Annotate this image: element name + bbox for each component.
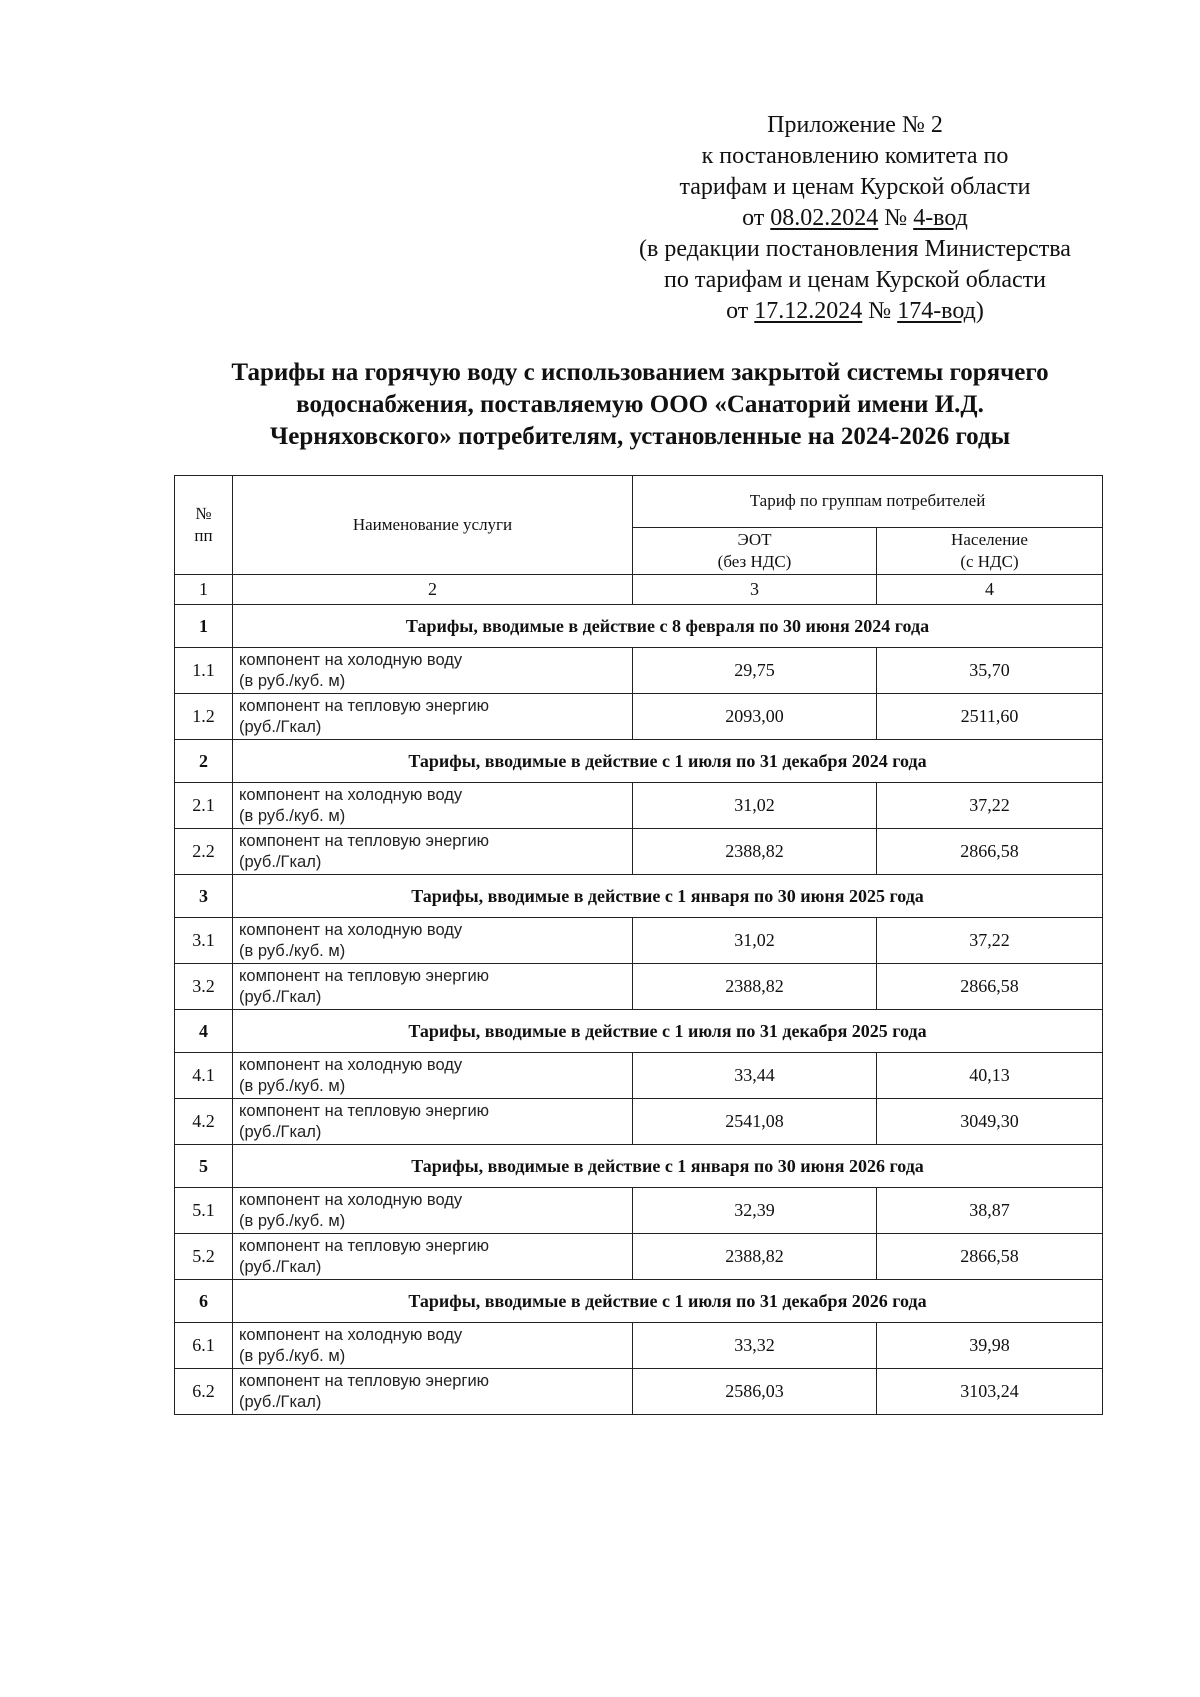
- table-row: [175, 1053, 1103, 1099]
- population-value: 40,13: [877, 1053, 1103, 1099]
- col-header-eot: [633, 527, 877, 574]
- eot-value: 2586,03: [633, 1369, 877, 1415]
- appendix-header: [595, 110, 1115, 327]
- service-name: [233, 1369, 633, 1415]
- service-name: [233, 1053, 633, 1099]
- table-header-row: [175, 476, 1103, 528]
- population-value: 38,87: [877, 1188, 1103, 1234]
- col-header-eot-line: (без НДС): [717, 551, 792, 571]
- service-name-line: компонент на тепловую энергию: [239, 1101, 490, 1120]
- col-header-population-line: (с НДС): [960, 551, 1019, 571]
- column-number: 3: [633, 575, 877, 605]
- section-row: [175, 1010, 1103, 1053]
- table-row: [175, 1234, 1103, 1280]
- row-number: 2.2: [175, 829, 233, 875]
- appendix-ref-line: тарифам и ценам Курской области: [679, 174, 1031, 200]
- population-value: 3103,24: [877, 1369, 1103, 1415]
- service-name-line: компонент на холодную воду: [239, 650, 463, 669]
- col-header-number-line: пп: [194, 526, 213, 545]
- table-row: [175, 648, 1103, 694]
- section-number: 6: [175, 1280, 233, 1323]
- col-header-population-line: Население: [951, 529, 1028, 549]
- eot-value: 29,75: [633, 648, 877, 694]
- table-row: [175, 1099, 1103, 1145]
- table-row: [175, 1188, 1103, 1234]
- edition-prefix: от: [726, 298, 755, 324]
- decree-ref: [595, 203, 1115, 234]
- eot-value: 2541,08: [633, 1099, 877, 1145]
- row-number: 4.2: [175, 1099, 233, 1145]
- service-unit: (руб./Гкал): [239, 717, 322, 736]
- row-number: 6.1: [175, 1323, 233, 1369]
- eot-value: 31,02: [633, 918, 877, 964]
- table-row: [175, 694, 1103, 740]
- col-header-number-line: №: [195, 504, 212, 523]
- section-row: [175, 605, 1103, 648]
- service-unit: (руб./Гкал): [239, 987, 322, 1006]
- service-unit: (в руб./куб. м): [239, 1346, 346, 1365]
- service-name: [233, 1323, 633, 1369]
- row-number: 1.2: [175, 694, 233, 740]
- section-row: [175, 740, 1103, 783]
- decree-number-sign: №: [878, 205, 914, 231]
- service-name: [233, 918, 633, 964]
- decree-number: 4-вод: [913, 205, 968, 231]
- table-row: [175, 783, 1103, 829]
- row-number: 4.1: [175, 1053, 233, 1099]
- population-value: 2866,58: [877, 829, 1103, 875]
- population-value: 2866,58: [877, 964, 1103, 1010]
- edition-ref-line: (в редакции постановления Министерства: [639, 236, 1071, 262]
- section-title: Тарифы, вводимые в действие с 1 января по 30 июня 2026 года: [233, 1145, 1103, 1188]
- row-number: 1.1: [175, 648, 233, 694]
- table-row: [175, 918, 1103, 964]
- population-value: 35,70: [877, 648, 1103, 694]
- column-number: 1: [175, 575, 233, 605]
- eot-value: 33,44: [633, 1053, 877, 1099]
- service-name: [233, 783, 633, 829]
- appendix-ref-line: к постановлению комитета по: [701, 143, 1009, 169]
- service-name-line: компонент на тепловую энергию: [239, 831, 490, 850]
- eot-value: 2093,00: [633, 694, 877, 740]
- service-name-line: компонент на холодную воду: [239, 785, 463, 804]
- section-number: 1: [175, 605, 233, 648]
- table-row: [175, 964, 1103, 1010]
- service-name-line: компонент на холодную воду: [239, 920, 463, 939]
- service-unit: (в руб./куб. м): [239, 806, 346, 825]
- eot-value: 31,02: [633, 783, 877, 829]
- service-unit: (руб./Гкал): [239, 1122, 322, 1141]
- edition-suffix: ): [975, 298, 984, 324]
- service-unit: (в руб./куб. м): [239, 941, 346, 960]
- service-name-line: компонент на холодную воду: [239, 1325, 463, 1344]
- col-header-number: [175, 476, 233, 575]
- table-row: [175, 829, 1103, 875]
- edition-number: 174-вод: [897, 298, 976, 324]
- service-unit: (руб./Гкал): [239, 1392, 322, 1411]
- edition-date: 17.12.2024: [754, 298, 863, 324]
- service-name: [233, 1099, 633, 1145]
- eot-value: 2388,82: [633, 829, 877, 875]
- service-unit: (руб./Гкал): [239, 1257, 322, 1276]
- eot-value: 2388,82: [633, 1234, 877, 1280]
- service-unit: (в руб./куб. м): [239, 671, 346, 690]
- population-value: 37,22: [877, 783, 1103, 829]
- edition-number-sign: №: [862, 298, 898, 324]
- decree-date: 08.02.2024: [770, 205, 879, 231]
- column-number: 2: [233, 575, 633, 605]
- table-row: [175, 1323, 1103, 1369]
- row-number: 5.1: [175, 1188, 233, 1234]
- section-row: [175, 1280, 1103, 1323]
- column-number: 4: [877, 575, 1103, 605]
- col-header-tariff-group: Тариф по группам потребителей: [633, 476, 1103, 528]
- decree-prefix: от: [742, 205, 771, 231]
- eot-value: 2388,82: [633, 964, 877, 1010]
- service-name: [233, 648, 633, 694]
- col-header-service: Наименование услуги: [233, 476, 633, 575]
- document-title: [150, 357, 1130, 453]
- population-value: 3049,30: [877, 1099, 1103, 1145]
- row-number: 2.1: [175, 783, 233, 829]
- section-number: 2: [175, 740, 233, 783]
- row-number: 3.2: [175, 964, 233, 1010]
- section-number: 3: [175, 875, 233, 918]
- service-unit: (руб./Гкал): [239, 852, 322, 871]
- title-line: Тарифы на горячую воду с использованием закрытой системы горячего: [231, 359, 1049, 386]
- service-name-line: компонент на тепловую энергию: [239, 1236, 490, 1255]
- title-line: Черняховского» потребителям, установленные на 2024-2026 годы: [269, 423, 1011, 450]
- service-name: [233, 1188, 633, 1234]
- eot-value: 33,32: [633, 1323, 877, 1369]
- service-name: [233, 694, 633, 740]
- title-line: водоснабжения, поставляемую ООО «Санаторий имени И.Д.: [296, 391, 984, 418]
- tariff-table: [174, 475, 1103, 1415]
- row-number: 6.2: [175, 1369, 233, 1415]
- row-number: 5.2: [175, 1234, 233, 1280]
- section-title: Тарифы, вводимые в действие с 1 июля по 31 декабря 2026 года: [233, 1280, 1103, 1323]
- table-row: [175, 1369, 1103, 1415]
- service-name-line: компонент на тепловую энергию: [239, 696, 490, 715]
- section-title: Тарифы, вводимые в действие с 1 июля по 31 декабря 2025 года: [233, 1010, 1103, 1053]
- column-number-row: [175, 575, 1103, 605]
- eot-value: 32,39: [633, 1188, 877, 1234]
- section-number: 4: [175, 1010, 233, 1053]
- section-title: Тарифы, вводимые в действие с 8 февраля по 30 июня 2024 года: [233, 605, 1103, 648]
- service-name: [233, 829, 633, 875]
- section-row: [175, 875, 1103, 918]
- service-unit: (в руб./куб. м): [239, 1211, 346, 1230]
- service-unit: (в руб./куб. м): [239, 1076, 346, 1095]
- edition-decree-ref: [595, 296, 1115, 327]
- col-header-eot-line: ЭОТ: [737, 529, 772, 549]
- edition-ref-line: по тарифам и ценам Курской области: [664, 267, 1046, 293]
- service-name-line: компонент на тепловую энергию: [239, 1371, 490, 1390]
- row-number: 3.1: [175, 918, 233, 964]
- service-name-line: компонент на тепловую энергию: [239, 966, 490, 985]
- population-value: 2866,58: [877, 1234, 1103, 1280]
- service-name: [233, 964, 633, 1010]
- section-number: 5: [175, 1145, 233, 1188]
- service-name-line: компонент на холодную воду: [239, 1055, 463, 1074]
- section-title: Тарифы, вводимые в действие с 1 января по 30 июня 2025 года: [233, 875, 1103, 918]
- appendix-number: Приложение № 2: [767, 112, 943, 138]
- section-row: [175, 1145, 1103, 1188]
- section-title: Тарифы, вводимые в действие с 1 июля по 31 декабря 2024 года: [233, 740, 1103, 783]
- service-name: [233, 1234, 633, 1280]
- service-name-line: компонент на холодную воду: [239, 1190, 463, 1209]
- col-header-population: [877, 527, 1103, 574]
- population-value: 39,98: [877, 1323, 1103, 1369]
- population-value: 2511,60: [877, 694, 1103, 740]
- population-value: 37,22: [877, 918, 1103, 964]
